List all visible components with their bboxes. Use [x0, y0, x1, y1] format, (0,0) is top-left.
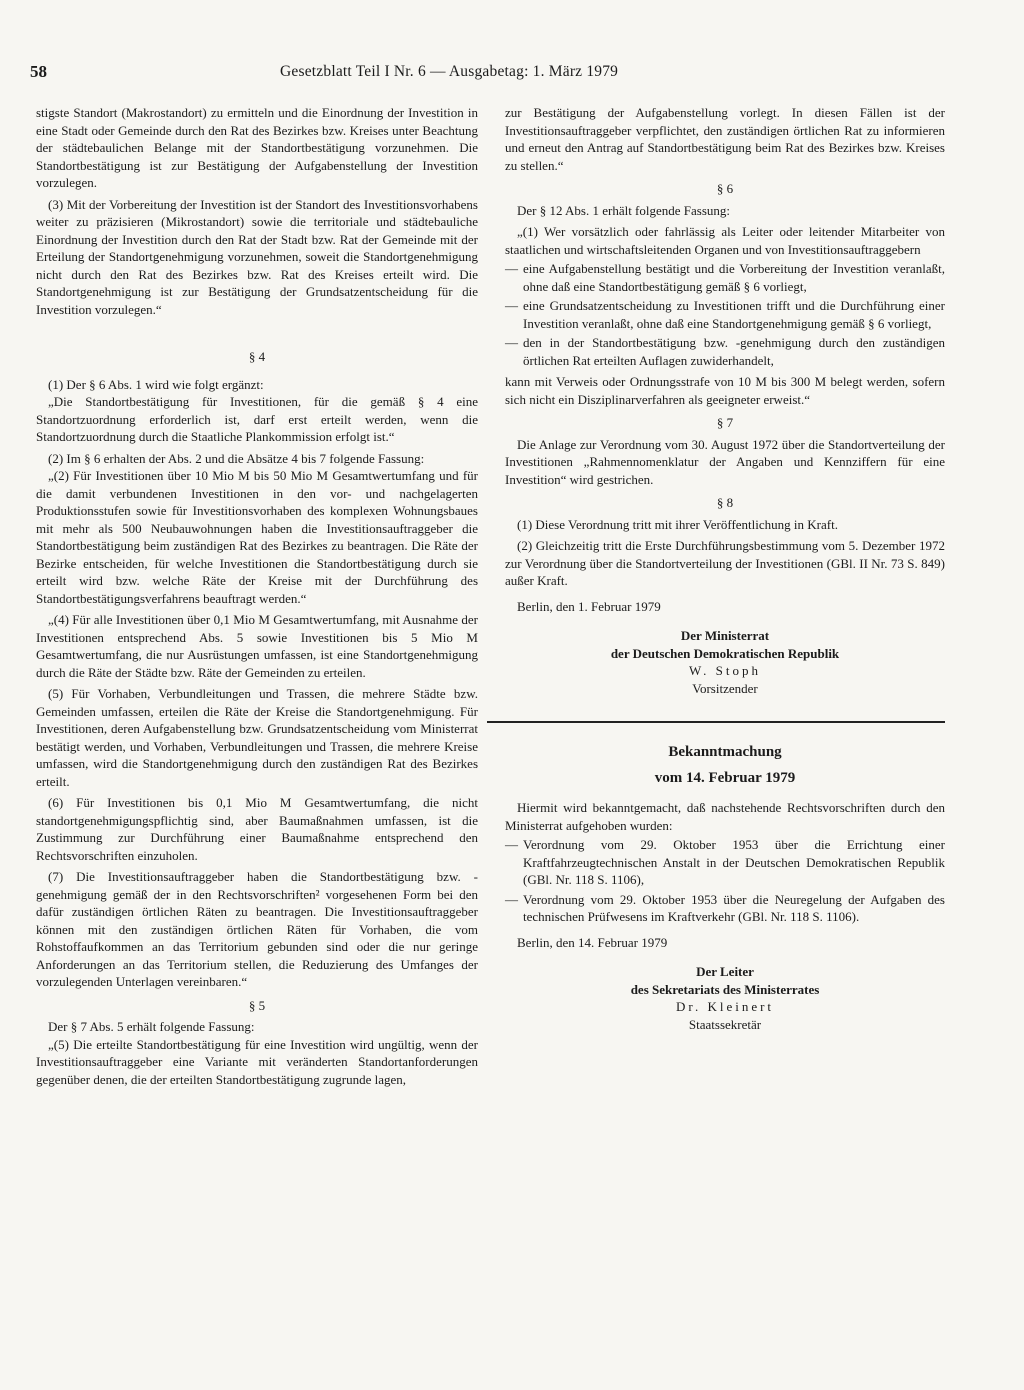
paragraph: Der § 7 Abs. 5 erhält folgende Fassung: — [48, 1019, 255, 1034]
paragraph: stigste Standort (Makrostandort) zu ermitteln und die Einordnung der Investition in eine Stadt oder Gemeinde durch den Rat des Bezirkes bzw. Kreises unter Beachtung der städtebaulichen Belange mit der Standortbestätigung vorzunehmen. Die Standortbestätigung ist zur Bestätigung der Aufgabenstellung der Investition vorzulegen. — [36, 105, 478, 190]
paragraph: Hiermit wird bekanntgemacht, daß nachstehende Rechtsvorschriften durch den Ministerrat aufgehoben wurden: — [505, 800, 945, 833]
place-date: Berlin, den 14. Februar 1979 — [517, 934, 668, 950]
divider — [487, 721, 945, 723]
paragraph: „(4) Für alle Investitionen über 0,1 Mio M Gesamtwertumfang, mit Ausnahme der Investitionen entsprechend Abs. 5 sowie Investitionen bis 5 Mio M Gesamtwertumfang, die nur Ausrüstungen umfassen, ist eine Standortgenehmigung durch die Räte der Städte bzw. Räte der Gemeinden zu erteilen. — [36, 612, 478, 680]
dash-bullet: — — [505, 837, 518, 852]
signatory-body: des Sekretariats des Ministerrates — [630, 981, 820, 997]
paragraph: zur Bestätigung der Aufgabenstellung vorlegt. In diesen Fällen ist der Investitionsauftraggeber verpflichtet, den zuständigen örtlichen Rat zu informieren und erneut den Antrag auf Standortbestätigung beim Rat des Bezirkes bzw. Kreises zu stellen.“ — [505, 105, 945, 173]
list-item — [505, 297, 945, 332]
list-item-text: den in der Standortbestätigung bzw. -genehmigung durch den zuständigen örtlichen Rat erteilten Auflagen zuwiderhandelt, — [523, 335, 945, 368]
list-item — [505, 260, 945, 295]
signature-block — [505, 963, 945, 1033]
paragraph: (7) Die Investitionsauftraggeber haben die Standortbestätigung bzw. -genehmigung gemäß der in den Rechtsvorschriften² vorgesehenen Form bei den dafür zuständigen örtlichen Räten zu beantragen. Die Investitionsauftraggeber können mit den zuständigen örtlichen Räten für Vorhaben, die vom Rohstoffaufkommen an das Territorium gebunden sind oder die nur geringe Anforderungen an das Territorium stellen, die Reduzierung des Umfanges der vorzulegenden Unterlagen vereinbaren.“ — [36, 869, 478, 989]
section-heading: § 6 — [716, 181, 734, 196]
list-item-text: Verordnung vom 29. Oktober 1953 über die Errichtung einer Kraftfahrzeugtechnischen Anstalt in der Deutschen Demokratischen Republik (GBl. Nr. 118 S. 1106), — [523, 837, 945, 887]
signatory-name: W. Stoph — [689, 663, 761, 678]
section-heading: § 7 — [716, 415, 734, 430]
list-item-text: Verordnung vom 29. Oktober 1953 über die Neuregelung der Aufgaben des technischen Prüfwesens im Kraftverkehr (GBl. Nr. 118 S. 1106). — [523, 891, 945, 924]
signatory-body: der Deutschen Demokratischen Republik — [610, 645, 840, 661]
paragraph: „(1) Wer vorsätzlich oder fahrlässig als Leiter oder leitender Mitarbeiter von staatlichen und wirtschaftsleitenden Organen und von Investitionsauftraggebern — [505, 224, 945, 257]
announcement-date: vom 14. Februar 1979 — [654, 770, 796, 786]
signature-block — [505, 627, 945, 697]
paragraph: (1) Der § 6 Abs. 1 wird wie folgt ergänzt: — [48, 376, 264, 392]
list-item-text: eine Aufgabenstellung bestätigt und die Vorbereitung der Investition veranlaßt, ohne daß eine Standortbestätigung gemäß § 6 vorliegt, — [523, 261, 945, 294]
section-heading: § 5 — [248, 997, 266, 1013]
page-number: 58 — [30, 62, 47, 81]
signatory-name: Dr. Kleinert — [675, 999, 775, 1014]
paragraph: (2) Im § 6 erhalten der Abs. 2 und die Absätze 4 bis 7 folgende Fassung: — [48, 450, 425, 466]
signatory-body: Der Leiter — [696, 964, 754, 979]
announcement-title: Bekanntmachung — [668, 744, 782, 760]
place-date: Berlin, den 1. Februar 1979 — [517, 598, 661, 614]
list-item-text: eine Grundsatzentscheidung zu Investitionen trifft und die Durchführung einer Investition veranlaßt, ohne daß eine Standortgenehmigung gemäß § 6 vorliegt, — [523, 298, 945, 331]
dash-bullet: — — [505, 891, 518, 907]
right-column — [505, 104, 945, 1033]
signatory-role: Staatssekretär — [688, 1016, 762, 1032]
signatory-body: Der Ministerrat — [680, 628, 770, 643]
signatory-role: Vorsitzender — [692, 680, 758, 696]
left-column — [36, 104, 478, 1088]
section-heading: § 8 — [716, 495, 734, 510]
paragraph: Der § 12 Abs. 1 erhält folgende Fassung: — [517, 202, 731, 218]
paragraph: (6) Für Investitionen bis 0,1 Mio M Gesamtwertumfang, die nicht standortgenehmigungspflichtig sind, aber Baumaßnahmen umfassen, ist die Zustimmung zur Durchführung einer Baumaßnahme entsprechend den Rechtsvorschriften einzuholen. — [36, 795, 478, 863]
dash-bullet: — — [505, 298, 518, 313]
section-heading: § 4 — [248, 349, 266, 364]
paragraph: „Die Standortbestätigung für Investitionen, für die gemäß § 4 eine Standortzuordnung erforderlich ist, darf erst erteilt werden, wenn die Standortzuordnung durch die Staatliche Plankommission erfolgt ist.“ — [36, 394, 478, 444]
paragraph: (3) Mit der Vorbereitung der Investition ist der Standort des Investitionsvorhabens weiter zu präzisieren (Mikrostandort) sowie die territoriale und städtebauliche Einordnung der Investition durch den Rat der Stadt bzw. Rat der Gemeinde mit der Erteilung der Standortgenehmigung vorzunehmen, soweit die Standortgenehmigung nicht durch den Rat des Bezirkes bzw. Rat des Kreises erteilt wird. Die Standortgenehmigung ist zur Bestätigung der Grundsatzentscheidung für die Investition vorzulegen.“ — [36, 196, 478, 317]
running-head: Gesetzblatt Teil I Nr. 6 — Ausgabetag: 1. März 1979 — [280, 63, 619, 80]
paragraph: (2) Gleichzeitig tritt die Erste Durchführungsbestimmung vom 5. Dezember 1972 zur Verordnung über die Standortverteilung der Investitionen (GBl. II Nr. 73 S. 849) außer Kraft. — [505, 538, 945, 588]
paragraph: (5) Für Vorhaben, Verbundleitungen und Trassen, die mehrere Städte bzw. Gemeinden umfassen, erteilen die Räte der Kreise die Standortgenehmigung. Für Investitionen, deren Aufgabenstellung bzw. Grundsatzentscheidung vom Ministerrat bestätigt werden, und Vorhaben, Verbundleitungen und Trassen, die mehrere Kreise umfassen, wird die Standortgenehmigung durch den zuständigen Rat des Bezirkes erteilt. — [36, 686, 478, 789]
paragraph: Die Anlage zur Verordnung vom 30. August 1972 über die Standortverteilung der Investitionen „Rahmennomenklatur der Angaben und Kennziffern für eine Investition“ wird gestrichen. — [505, 436, 945, 487]
paragraph: kann mit Verweis oder Ordnungsstrafe von 10 M bis 300 M belegt werden, sofern sich nicht ein Disziplinarverfahren als geeigneter erweist.“ — [505, 374, 945, 407]
paragraph: „(5) Die erteilte Standortbestätigung für eine Investition wird ungültig, wenn der Investitionsauftraggeber eine Variante mit veränderten Standortanforderungen gegenüber denen, die der erteilten Standortbestätigung zugrunde lagen, — [36, 1036, 478, 1087]
list-item — [505, 334, 945, 369]
page-header — [30, 63, 960, 85]
paragraph: „(2) Für Investitionen über 10 Mio M bis 50 Mio M Gesamtwertumfang und für die damit verbundenen Investitionen in den vor- und nachgelagerten Produktionsstufen sowie für Investitionsvorhaben des komplexen Wohnungsbaues mit mehr als 500 Neubauwohnungen haben die Investitionsauftraggeber die Standortbestätigung beim zuständigen Rat des Bezirkes zu beantragen. Die Räte der Bezirke entscheiden, für welche Investitionen die Standortbestätigung durch sie erteilt wird bzw. welche Räte der Kreise mit der Durchführung des Standortbestätigungsverfahrens beauftragt werden.“ — [36, 468, 478, 606]
dash-bullet: — — [505, 335, 518, 350]
paragraph: (1) Diese Verordnung tritt mit ihrer Veröffentlichung in Kraft. — [517, 516, 838, 532]
dash-bullet: — — [505, 261, 518, 276]
list-item — [505, 891, 945, 926]
list-item — [505, 836, 945, 889]
